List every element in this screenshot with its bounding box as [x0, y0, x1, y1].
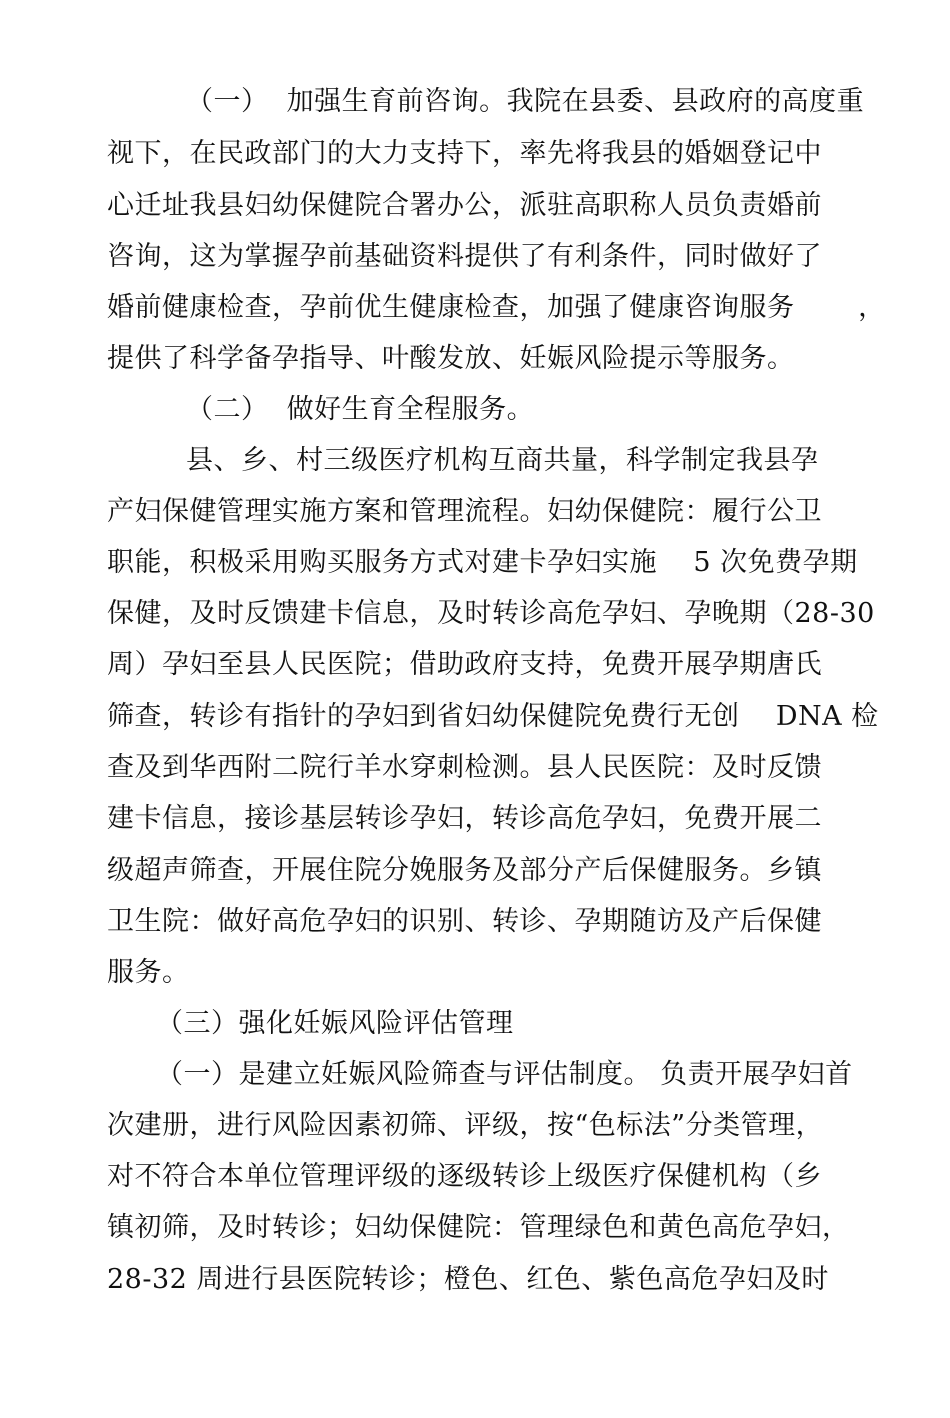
text-line: 心迁址我县妇幼保健院合署办公，派驻高职称人员负责婚前 [107, 190, 822, 221]
text-line: 保健，及时反馈建卡信息，及时转诊高危孕妇、孕晚期（28-30 [107, 598, 875, 629]
text-line: 职能，积极采用购买服务方式对建卡孕妇实施 5 次免费孕期 [107, 547, 858, 578]
text-line: 对不符合本单位管理评级的逐级转诊上级医疗保健机构（乡 [107, 1161, 822, 1192]
text-line: 视下，在民政部门的大力支持下，率先将我县的婚姻登记中 [107, 138, 822, 169]
text-line: 次建册，进行风险因素初筛、评级，按“色标法”分类管理， [107, 1110, 824, 1141]
text-line: 级超声筛查，开展住院分娩服务及部分产后保健服务。乡镇 [107, 855, 822, 886]
text-line: （一）是建立妊娠风险筛查与评估制度。 负责开展孕妇首 [156, 1059, 853, 1090]
text-line: 咨询，这为掌握孕前基础资料提供了有利条件，同时做好了 [107, 241, 822, 272]
text-line: 提供了科学备孕指导、叶酸发放、妊娠风险提示等服务。 [107, 343, 795, 374]
text-line: 婚前健康检查，孕前优生健康检查，加强了健康咨询服务 ， [107, 292, 886, 323]
text-line: 产妇保健管理实施方案和管理流程。妇幼保健院：履行公卫 [107, 496, 822, 527]
text-line: 查及到华西附二院行羊水穿刺检测。县人民医院：及时反馈 [107, 752, 822, 783]
text-line: 镇初筛，及时转诊；妇幼保健院：管理绿色和黄色高危孕妇， [107, 1212, 850, 1243]
text-line: 服务。 [107, 957, 190, 988]
text-line: 建卡信息，接诊基层转诊孕妇，转诊高危孕妇，免费开展二 [107, 803, 822, 834]
text-line: 卫生院：做好高危孕妇的识别、转诊、孕期随访及产后保健 [107, 906, 822, 937]
text-line: 县、乡、村三级医疗机构互商共量，科学制定我县孕 [186, 445, 819, 476]
text-line: 筛查，转诊有指针的孕妇到省妇幼保健院免费行无创 DNA 检 [107, 701, 879, 732]
text-line: （一） 加强生育前咨询。我院在县委、县政府的高度重 [186, 86, 865, 117]
text-line: 28-32 周进行县医院转诊；橙色、红色、紫色高危孕妇及时 [107, 1264, 829, 1295]
section-heading: （二） 做好生育全程服务。 [186, 394, 535, 425]
section-heading: （三）强化妊娠风险评估管理 [156, 1008, 514, 1039]
text-line: 周）孕妇至县人民医院；借助政府支持，免费开展孕期唐氏 [107, 649, 822, 680]
